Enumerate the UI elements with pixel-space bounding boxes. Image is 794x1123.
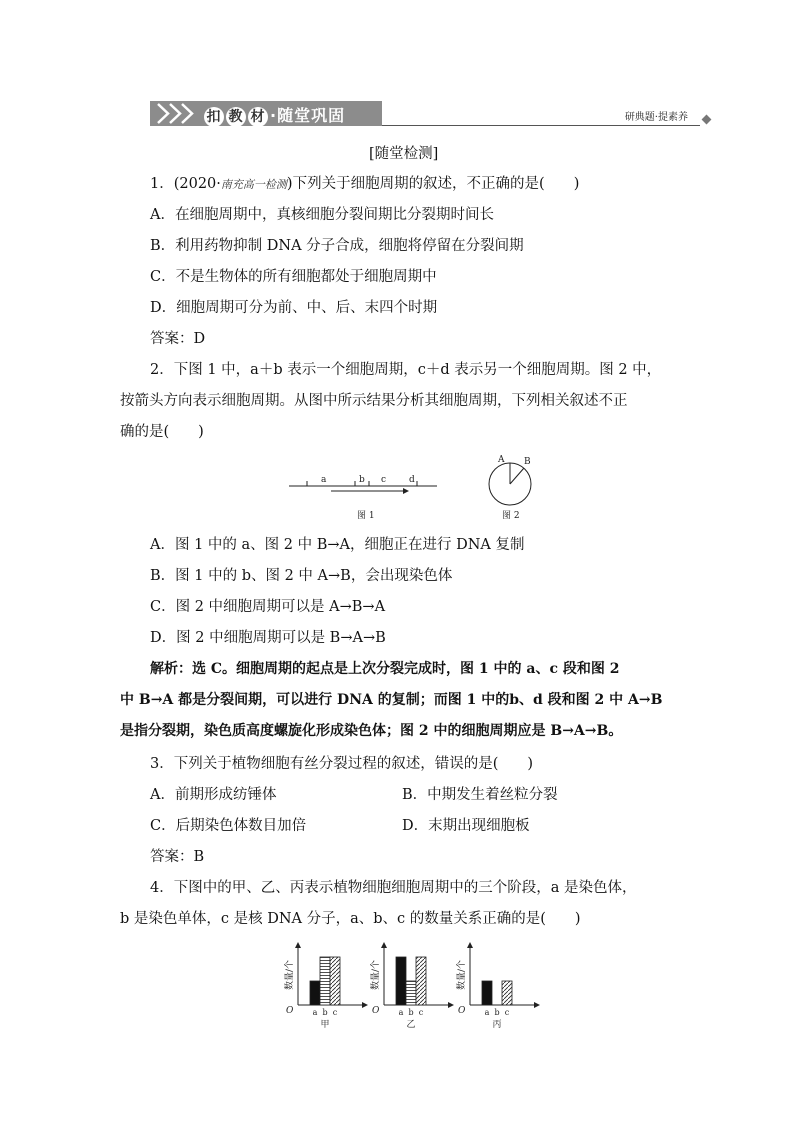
q4-stem-line-2: b 是染色单体，c 是核 DNA 分子，a、b、c 的数量关系正确的是( ) bbox=[120, 911, 581, 927]
banner-divider bbox=[382, 125, 700, 126]
tick-label-c: c bbox=[418, 1008, 424, 1017]
q3-option-b: B．中期发生着丝粒分裂 bbox=[402, 787, 558, 803]
banner-char-3: 材 bbox=[248, 107, 268, 127]
banner-title bbox=[204, 103, 345, 127]
bar-chart-2 bbox=[369, 942, 454, 1030]
q1-source: 南充高一检测 bbox=[220, 178, 287, 191]
tick-label-c: c bbox=[332, 1008, 338, 1017]
fig2-radius-b bbox=[510, 468, 524, 484]
tick-label-b: b bbox=[408, 1008, 414, 1017]
diamond-icon bbox=[702, 115, 712, 125]
q1-option-b: B．利用药物抑制 DNA 分子合成，细胞将停留在分裂间期 bbox=[150, 238, 524, 254]
bar-c bbox=[502, 981, 512, 1005]
q1-stem-text: )下列关于细胞周期的叙述，不正确的是( ) bbox=[286, 176, 580, 192]
fig1-label-b: b bbox=[359, 475, 365, 485]
q2-analysis-line-1: 解析：选 C。细胞周期的起点是上次分裂完成时，图 1 中的 a、c 段和图 2 bbox=[150, 661, 620, 677]
fig1-arrowhead-icon bbox=[403, 488, 409, 494]
origin-label: O bbox=[372, 1006, 380, 1016]
figure-1-cell-cycle-line bbox=[285, 470, 445, 526]
fig1-label-d: d bbox=[409, 475, 415, 485]
banner-char-2: 教 bbox=[226, 107, 246, 127]
tick-label-b: b bbox=[494, 1008, 500, 1017]
charts-root bbox=[283, 942, 540, 1030]
q2-analysis-line-2: 中 B→A 都是分裂间期，可以进行 DNA 的复制；而图 1 中的b、d 段和图 2 中 A→B bbox=[120, 692, 663, 708]
y-axis-arrowhead-icon bbox=[295, 942, 301, 948]
bar-a bbox=[482, 981, 492, 1005]
chevron-arrows-icon bbox=[154, 102, 202, 125]
q1-option-c: C．不是生物体的所有细胞都处于细胞周期中 bbox=[150, 269, 437, 285]
y-axis-arrowhead-icon bbox=[381, 942, 387, 948]
q3-option-c: C．后期染色体数目加倍 bbox=[150, 818, 307, 834]
chart-title: 乙 bbox=[406, 1020, 416, 1030]
figure-2-cell-cycle-circle bbox=[482, 450, 546, 526]
q3-option-d: D．末期出现细胞板 bbox=[402, 818, 530, 834]
q2-option-c: C．图 2 中细胞周期可以是 A→B→A bbox=[150, 599, 386, 615]
x-axis-arrowhead-icon bbox=[448, 1002, 454, 1008]
q2-option-d: D．图 2 中细胞周期可以是 B→A→B bbox=[150, 630, 386, 646]
fig1-caption: 图 1 bbox=[357, 511, 375, 521]
tick-label-b: b bbox=[322, 1008, 328, 1017]
tick-label-a: a bbox=[398, 1008, 404, 1017]
q2-stem-line-3: 确的是( ) bbox=[120, 424, 204, 440]
q2-option-a: A．图 1 中的 a、图 2 中 B→A，细胞正在进行 DNA 复制 bbox=[150, 537, 525, 553]
fig1-label-a: a bbox=[321, 475, 327, 485]
fig2-caption: 图 2 bbox=[502, 511, 520, 521]
chart-title: 甲 bbox=[320, 1020, 330, 1030]
q1-option-d: D．细胞周期可分为前、中、后、末四个时期 bbox=[150, 300, 438, 316]
q1-answer: 答案：D bbox=[150, 331, 206, 347]
bar-chart-3 bbox=[455, 942, 540, 1030]
y-axis-label: 数量/个 bbox=[285, 959, 295, 991]
tick-label-c: c bbox=[504, 1008, 510, 1017]
x-axis-arrowhead-icon bbox=[534, 1002, 540, 1008]
y-axis-arrowhead-icon bbox=[467, 942, 473, 948]
bar-a bbox=[396, 957, 406, 1005]
tick-label-a: a bbox=[484, 1008, 490, 1017]
fig2-label-b: B bbox=[524, 457, 531, 467]
y-axis-label: 数量/个 bbox=[371, 959, 381, 991]
q1-option-a: A．在细胞周期中，真核细胞分裂间期比分裂期时间长 bbox=[150, 207, 494, 223]
banner-right-label: 研典题·提素养 bbox=[624, 112, 688, 123]
chart-title: 丙 bbox=[492, 1020, 502, 1030]
bar-c bbox=[330, 957, 340, 1005]
fig2-label-a: A bbox=[498, 455, 505, 465]
q3-option-a: A．前期形成纺锤体 bbox=[150, 787, 277, 803]
q1-stem bbox=[150, 175, 579, 194]
banner-bar bbox=[150, 101, 382, 126]
y-axis-label: 数量/个 bbox=[457, 959, 467, 991]
header-banner bbox=[150, 101, 710, 127]
bar-c bbox=[416, 957, 426, 1005]
bar-b bbox=[320, 957, 330, 1005]
q1-number: 1．(2020· bbox=[150, 176, 221, 192]
q4-stem-line-1: 4．下图中的甲、乙、丙表示植物细胞细胞周期中的三个阶段，a 是染色体， bbox=[150, 880, 637, 896]
origin-label: O bbox=[458, 1006, 466, 1016]
q3-stem: 3．下列关于植物细胞有丝分裂过程的叙述，错误的是( ) bbox=[150, 756, 534, 772]
q2-analysis-line-3: 是指分裂期，染色质高度螺旋化形成染色体；图 2 中的细胞周期应是 B→A→B。 bbox=[120, 723, 623, 739]
tick-label-a: a bbox=[312, 1008, 318, 1017]
q2-option-b: B．图 1 中的 b、图 2 中 A→B，会出现染色体 bbox=[150, 568, 453, 584]
banner-char-1: 扣 bbox=[204, 107, 224, 127]
banner-title-rest: ·随堂巩固 bbox=[270, 106, 346, 125]
q2-stem-line-1: 2．下图 1 中，a＋b 表示一个细胞周期，c＋d 表示另一个细胞周期。图 2 中， bbox=[150, 362, 662, 378]
q3-answer: 答案：B bbox=[150, 849, 205, 865]
q4-bar-charts bbox=[280, 935, 570, 1035]
origin-label: O bbox=[286, 1006, 294, 1016]
bar-a bbox=[310, 981, 320, 1005]
q2-stem-line-2: 按箭头方向表示细胞周期。从图中所示结果分析其细胞周期，下列相关叙述不正 bbox=[120, 393, 628, 409]
x-axis-arrowhead-icon bbox=[362, 1002, 368, 1008]
section-title: [随堂检测] bbox=[369, 146, 439, 162]
bar-b bbox=[406, 981, 416, 1005]
fig1-label-c: c bbox=[381, 475, 387, 485]
bar-chart-1 bbox=[283, 942, 368, 1030]
